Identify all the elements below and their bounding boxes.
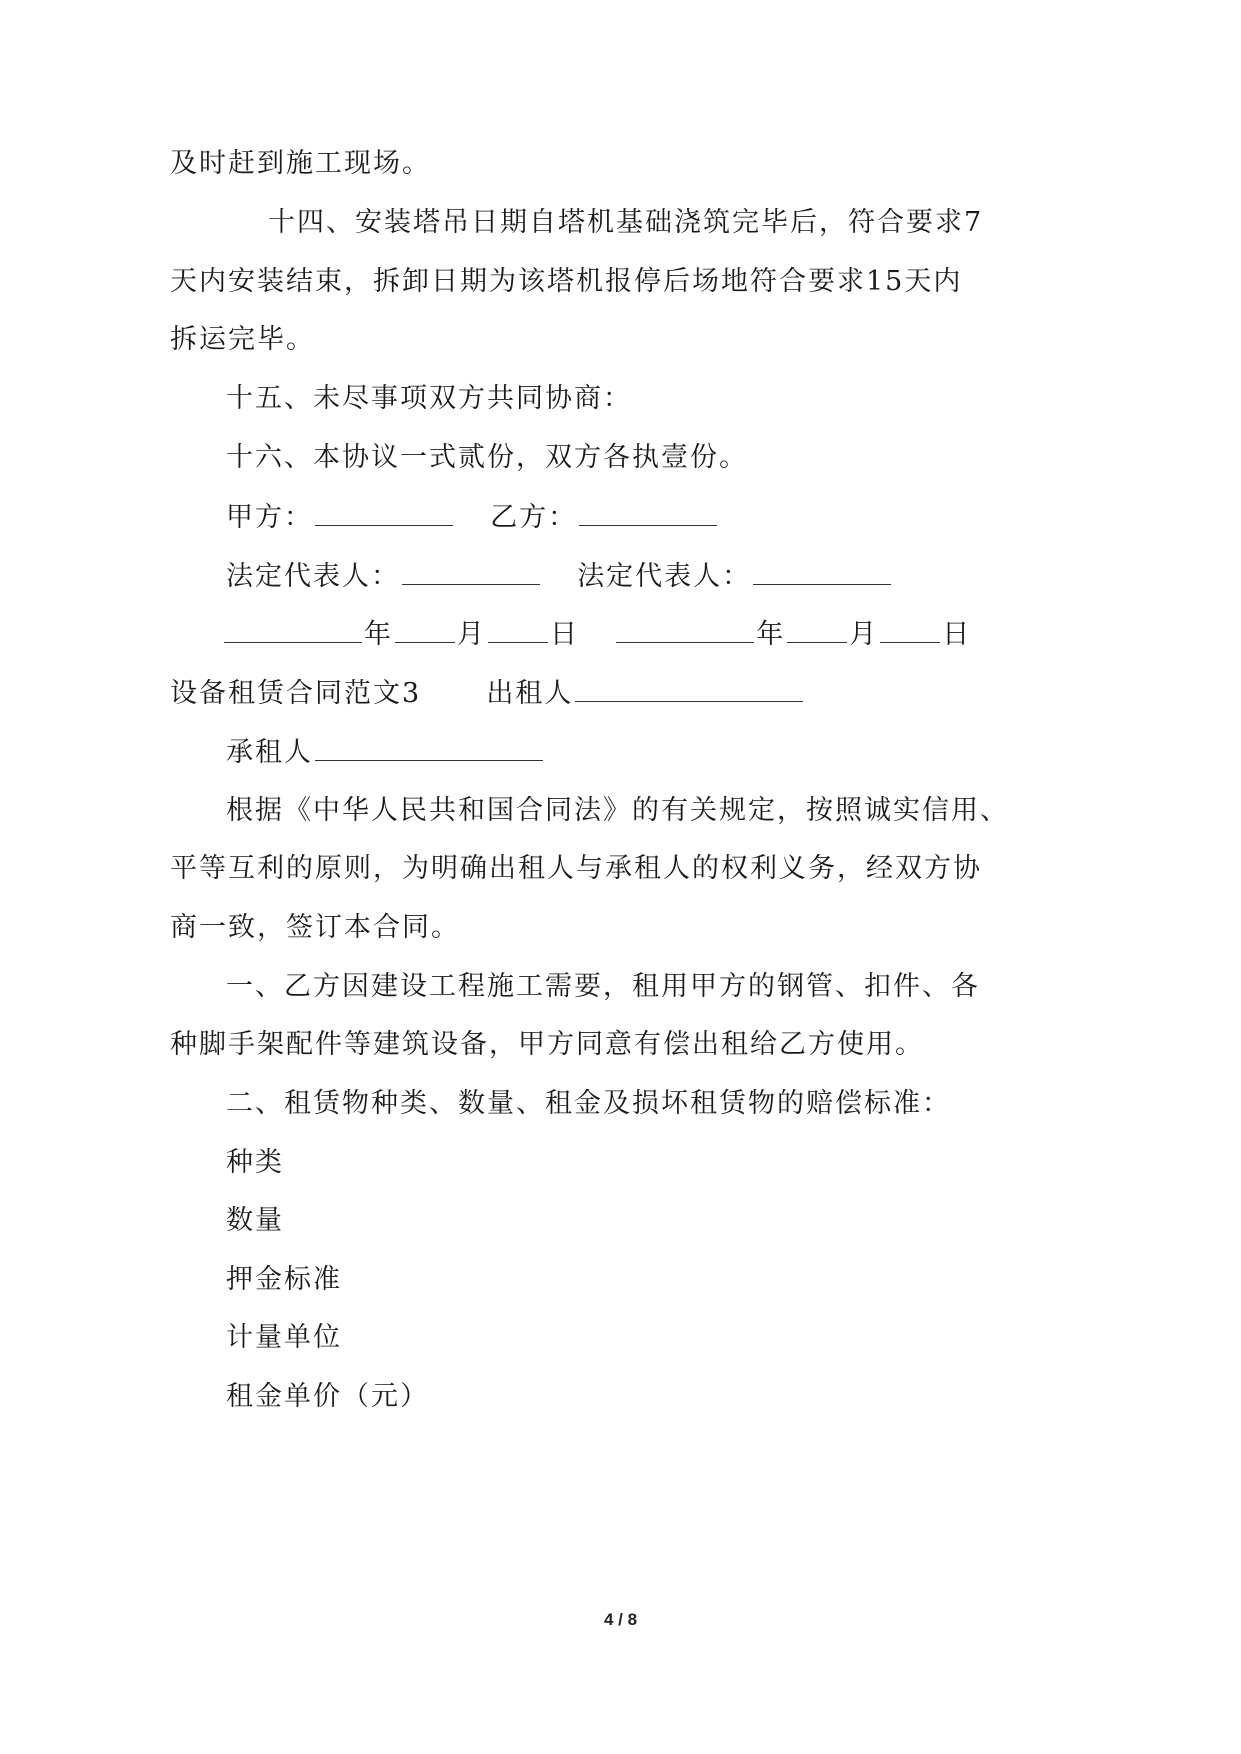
article-1: 一、乙方因建设工程施工需要，租用甲方的钢管、扣件、各 (226, 971, 980, 1002)
preamble-line: 根据《中华人民共和国合同法》的有关规定，按照诚实信用、 (226, 795, 1009, 826)
party-a-label: 甲方： (226, 502, 313, 533)
lessee-label: 承租人 (226, 737, 313, 768)
item-type: 种类 (226, 1147, 284, 1178)
lessee-line (226, 734, 545, 771)
item-quantity: 数量 (226, 1205, 284, 1236)
party-b-label: 乙方： (490, 502, 578, 533)
text-line: 天内安装结束，拆卸日期为该塔机报停后场地符合要求15天内 (170, 266, 963, 297)
article-1-cont: 种脚手架配件等建筑设备，甲方同意有偿出租给乙方使用。 (170, 1029, 924, 1060)
lessor-label: 出租人 (486, 678, 574, 709)
page-number: 4 / 8 (603, 1610, 638, 1629)
clause-15: 十五、未尽事项双方共同协商： (226, 383, 632, 414)
contract-3-title: 设备租赁合同范文3 (170, 678, 422, 709)
day-label: 日 (942, 619, 972, 650)
month-b-blank (787, 616, 847, 643)
party-a-blank (315, 499, 453, 526)
date-line (222, 616, 971, 653)
item-unit: 计量单位 (226, 1322, 342, 1353)
item-deposit: 押金标准 (226, 1264, 342, 1295)
preamble-line: 商一致，签订本合同。 (170, 912, 460, 943)
year-label: 年 (756, 619, 786, 650)
rep-a-label: 法定代表人： (226, 561, 400, 592)
year-b-blank (616, 616, 754, 643)
rep-a-blank (402, 558, 540, 585)
day-a-blank (488, 616, 548, 643)
contract-3-header (170, 675, 805, 712)
day-label: 日 (550, 619, 579, 650)
item-rent-price: 租金单价（元） (226, 1381, 429, 1412)
clause-14: 十四、安装塔吊日期自塔机基础浇筑完毕后，符合要求7 (268, 207, 984, 238)
year-label: 年 (364, 619, 393, 650)
clause-16: 十六、本协议一式贰份，双方各执壹份。 (226, 442, 748, 473)
month-label: 月 (849, 619, 879, 650)
text-line: 拆运完毕。 (170, 324, 315, 355)
day-b-blank (880, 616, 940, 643)
preamble-line: 平等互利的原则，为明确出租人与承租人的权利义务，经双方协 (170, 853, 982, 884)
rep-b-label: 法定代表人： (577, 561, 752, 592)
text-line: 及时赶到施工现场。 (170, 148, 431, 179)
party-b-blank (579, 499, 717, 526)
representative-line (226, 558, 893, 595)
month-a-blank (395, 616, 455, 643)
party-signature-line (226, 499, 719, 536)
lessee-blank (315, 734, 543, 761)
article-2: 二、租赁物种类、数量、租金及损坏租赁物的赔偿标准： (226, 1088, 951, 1119)
year-a-blank (224, 616, 362, 643)
month-label: 月 (457, 619, 486, 650)
lessor-blank (575, 675, 803, 702)
rep-b-blank (753, 558, 891, 585)
